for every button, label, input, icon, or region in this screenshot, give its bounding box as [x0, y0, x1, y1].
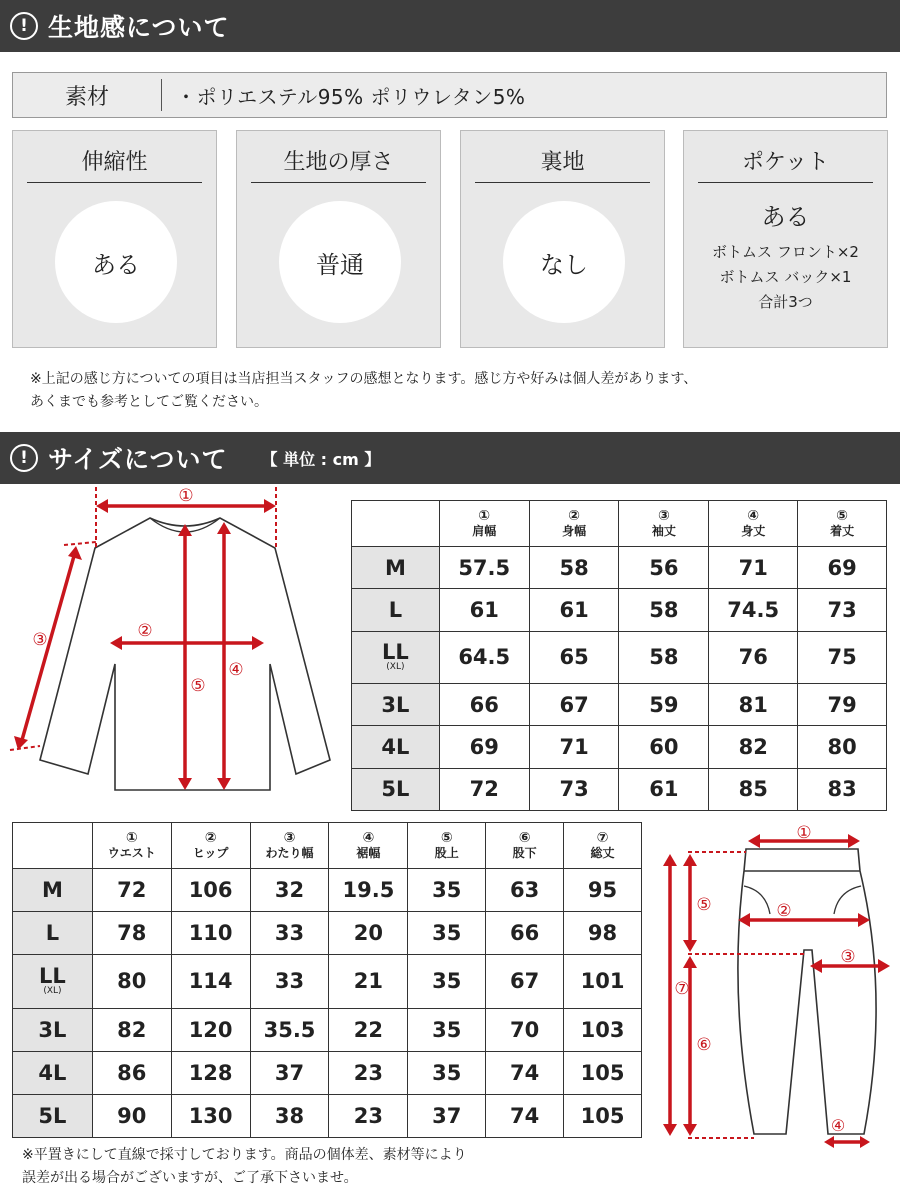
cell: 80 — [798, 726, 887, 768]
header-inseam: ⑥ 股下 — [486, 823, 564, 869]
cell: 74 — [486, 1051, 564, 1094]
cell: 71 — [709, 547, 798, 589]
cell: 76 — [709, 631, 798, 683]
table-row — [352, 589, 887, 631]
size-label: 5L — [13, 1094, 93, 1137]
corner-cell — [13, 823, 93, 869]
cell: 23 — [329, 1051, 408, 1094]
cell: 105 — [564, 1094, 642, 1137]
fabric-note-line: ※上記の感じ方についての項目は当店担当スタッフの感想となります。感じ方や好みは個人差があります、 — [30, 371, 698, 387]
cell: 71 — [529, 726, 619, 768]
cell: 64.5 — [439, 631, 529, 683]
thickness-title: 生地の厚さ — [251, 145, 426, 183]
cell: 130 — [171, 1094, 250, 1137]
cell: 56 — [619, 547, 709, 589]
cell: 35 — [408, 955, 486, 1008]
pocket-card — [683, 130, 888, 348]
header-hem: ④ 裾幅 — [329, 823, 408, 869]
label-chest: ② — [137, 621, 153, 641]
pocket-line-total: 合計3つ — [758, 293, 813, 311]
fabric-section-title: 生地感について — [48, 13, 230, 42]
table-row — [352, 547, 887, 589]
cell: 90 — [92, 1094, 171, 1137]
cell: 61 — [619, 768, 709, 810]
cell: 128 — [171, 1051, 250, 1094]
cell: 66 — [439, 684, 529, 726]
table-row — [13, 912, 642, 955]
cell: 72 — [439, 768, 529, 810]
cell: 33 — [250, 912, 329, 955]
label-body-length: ④ — [228, 660, 244, 680]
measurement-note-line: 誤差が出る場合がございますが、ご了承下さいませ。 — [22, 1170, 358, 1186]
cell: 19.5 — [329, 869, 408, 912]
cell: 63 — [486, 869, 564, 912]
size-section-title: サイズについて — [48, 445, 228, 474]
stretch-value: ある — [55, 201, 177, 323]
corner-cell — [352, 501, 440, 547]
cell: 33 — [250, 955, 329, 1008]
exclamation-icon: ! — [10, 12, 38, 40]
stretch-card — [12, 130, 217, 348]
cell: 58 — [529, 547, 619, 589]
cell: 35 — [408, 869, 486, 912]
material-row — [12, 72, 887, 118]
cell: 65 — [529, 631, 619, 683]
cell: 83 — [798, 768, 887, 810]
cell: 74.5 — [709, 589, 798, 631]
top-size-table — [351, 500, 887, 811]
pants-outline — [738, 849, 876, 1134]
cell: 35 — [408, 912, 486, 955]
cell: 79 — [798, 684, 887, 726]
cell: 74 — [486, 1094, 564, 1137]
table-row — [13, 1051, 642, 1094]
cell: 73 — [798, 589, 887, 631]
cell: 57.5 — [439, 547, 529, 589]
pocket-line-back: ボトムス バック×1 — [719, 268, 852, 286]
header-waist: ① ウエスト — [92, 823, 171, 869]
sleeve-guide-top — [64, 542, 96, 545]
measurement-note-line: ※平置きにして直線で採寸しております。商品の個体差、素材等により — [22, 1147, 467, 1163]
bottom-size-table — [12, 822, 642, 1138]
header-total-length: ⑤ 着丈 — [798, 501, 887, 547]
label-inseam: ⑥ — [696, 1035, 712, 1055]
cell: 114 — [171, 955, 250, 1008]
cell: 35.5 — [250, 1008, 329, 1051]
cell: 61 — [439, 589, 529, 631]
label-shoulder: ① — [178, 486, 194, 506]
cell: 22 — [329, 1008, 408, 1051]
header-chest: ② 身幅 — [529, 501, 619, 547]
cell: 105 — [564, 1051, 642, 1094]
cell: 98 — [564, 912, 642, 955]
label-sleeve: ③ — [32, 630, 48, 650]
cell: 101 — [564, 955, 642, 1008]
fabric-section-header — [0, 0, 900, 52]
cell: 82 — [709, 726, 798, 768]
cell: 58 — [619, 589, 709, 631]
material-label: 素材 — [64, 84, 109, 110]
cell: 78 — [92, 912, 171, 955]
size-label: M — [352, 547, 440, 589]
size-label: L — [13, 912, 93, 955]
cell: 61 — [529, 589, 619, 631]
cell: 80 — [92, 955, 171, 1008]
header-thigh: ③ わたり幅 — [250, 823, 329, 869]
table-row — [13, 1008, 642, 1051]
cell: 66 — [486, 912, 564, 955]
table-row — [352, 684, 887, 726]
cell: 95 — [564, 869, 642, 912]
table-row — [352, 726, 887, 768]
measurement-note — [22, 1144, 467, 1190]
label-thigh: ③ — [840, 947, 856, 967]
size-label: 4L — [13, 1051, 93, 1094]
header-rise: ⑤ 股上 — [408, 823, 486, 869]
cell: 35 — [408, 1008, 486, 1051]
label-total-length: ⑤ — [190, 676, 206, 696]
cell: 60 — [619, 726, 709, 768]
cell: 37 — [250, 1051, 329, 1094]
size-label: 3L — [13, 1008, 93, 1051]
table-row — [13, 955, 642, 1008]
pocket-value: ある — [761, 203, 810, 231]
header-hip: ② ヒップ — [171, 823, 250, 869]
label-hip: ② — [776, 901, 792, 921]
cell: 20 — [329, 912, 408, 955]
cell: 72 — [92, 869, 171, 912]
thickness-value: 普通 — [279, 201, 401, 323]
label-hem: ④ — [830, 1116, 846, 1135]
label-waist: ① — [796, 823, 812, 843]
cell: 110 — [171, 912, 250, 955]
header-total-length: ⑦ 総丈 — [564, 823, 642, 869]
cell: 73 — [529, 768, 619, 810]
size-label: LL (XL) — [352, 631, 440, 683]
cell: 103 — [564, 1008, 642, 1051]
cell: 70 — [486, 1008, 564, 1051]
cell: 58 — [619, 631, 709, 683]
cell: 75 — [798, 631, 887, 683]
cell: 69 — [439, 726, 529, 768]
size-unit: 【 単位 : cm 】 — [261, 449, 381, 469]
lining-card — [460, 130, 665, 348]
pocket-details — [688, 197, 883, 315]
size-label: 3L — [352, 684, 440, 726]
cell: 69 — [798, 547, 887, 589]
cell: 82 — [92, 1008, 171, 1051]
cell: 32 — [250, 869, 329, 912]
exclamation-icon: ! — [10, 444, 38, 472]
fabric-note-line: あくまでも参考としてご覧ください。 — [30, 394, 268, 410]
cell: 106 — [171, 869, 250, 912]
cell: 35 — [408, 1051, 486, 1094]
label-rise: ⑤ — [696, 895, 712, 915]
sleeve-guide-bottom — [10, 746, 40, 750]
size-label: LL (XL) — [13, 955, 93, 1008]
size-label: 4L — [352, 726, 440, 768]
table-row — [352, 768, 887, 810]
label-pants-total-length: ⑦ — [674, 979, 690, 999]
lining-title: 裏地 — [475, 145, 650, 183]
size-label: L — [352, 589, 440, 631]
fabric-note — [30, 368, 697, 414]
size-label: M — [13, 869, 93, 912]
pocket-title: ポケット — [698, 145, 873, 183]
cell: 85 — [709, 768, 798, 810]
lining-value: なし — [503, 201, 625, 323]
cell: 23 — [329, 1094, 408, 1137]
size-section-header — [0, 432, 900, 484]
thickness-card — [236, 130, 441, 348]
cell: 86 — [92, 1051, 171, 1094]
cell: 21 — [329, 955, 408, 1008]
cell: 59 — [619, 684, 709, 726]
cell: 38 — [250, 1094, 329, 1137]
size-label: 5L — [352, 768, 440, 810]
header-shoulder: ① 肩幅 — [439, 501, 529, 547]
pocket-line-front: ボトムス フロント×2 — [712, 243, 859, 261]
stretch-title: 伸縮性 — [27, 145, 202, 183]
cell: 37 — [408, 1094, 486, 1137]
cell: 67 — [486, 955, 564, 1008]
table-row — [13, 869, 642, 912]
cell: 81 — [709, 684, 798, 726]
table-row — [13, 1094, 642, 1137]
table-row — [352, 631, 887, 683]
pants-diagram — [658, 816, 898, 1156]
top-garment-diagram — [0, 484, 345, 804]
header-sleeve: ③ 袖丈 — [619, 501, 709, 547]
material-value: ・ポリエステル95% ポリウレタン5% — [176, 84, 526, 109]
header-body-length: ④ 身丈 — [709, 501, 798, 547]
cell: 120 — [171, 1008, 250, 1051]
cell: 67 — [529, 684, 619, 726]
